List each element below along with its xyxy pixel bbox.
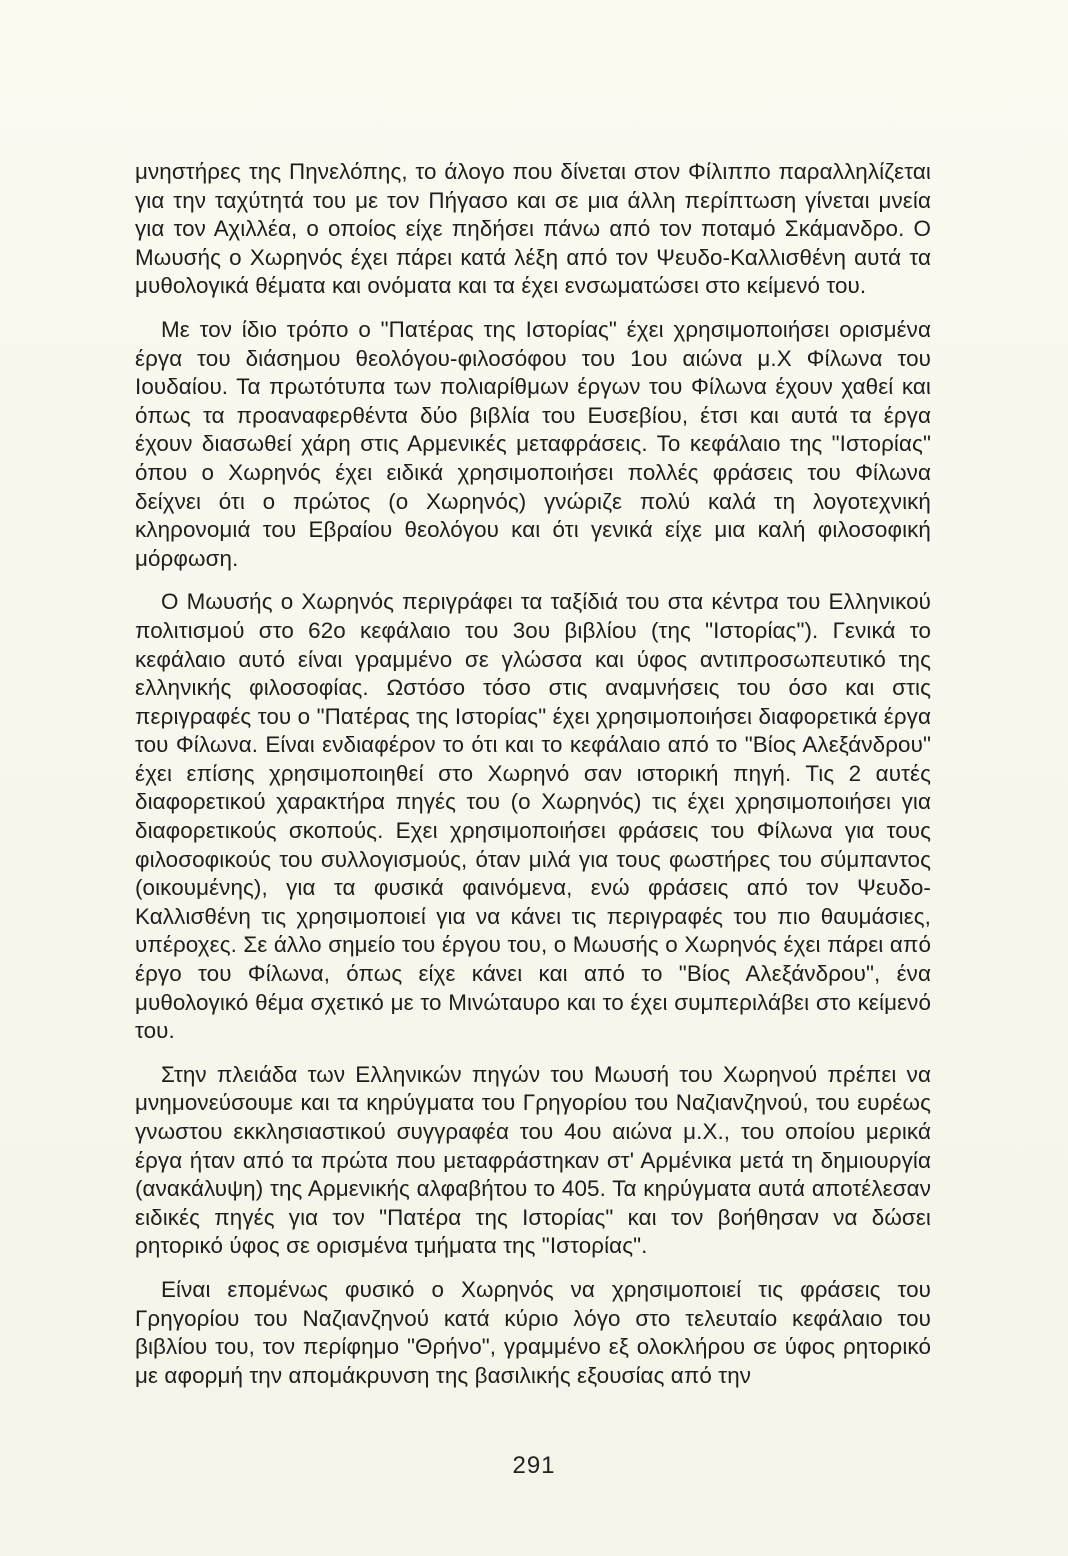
- paragraph-travels: Ο Μωυσής ο Χωρηνός περιγράφει τα ταξίδιά του στα κέντρα του Ελληνικού πολιτισμού στο 62ο κεφάλαιο του 3ου βιβλίου (της "Ιστορίας"). Γενικά το κεφάλαιο αυτό είναι γραμμένο σε γλώσσα και ύφος αντιπροσωπευτικό της ελληνικής φιλοσοφίας. Ωστόσο τόσο στις αναμνήσεις του όσο και στις περιγραφές του ο "Πατέρας της Ιστορίας" έχει χρησιμοποιήσει διαφορετικά έργα του Φίλωνα. Είναι ενδιαφέρον το ότι και το κεφάλαιο από το "Βίος Αλεξάνδρου" έχει επίσης χρησιμοποιηθεί στο Χωρηνό σαν ιστορική πηγή. Τις 2 αυτές διαφορετικού χαρακτήρα πηγές του (ο Χωρηνός) τις έχει χρησιμοποιήσει για διαφορετικούς σκοπούς. Εχει χρησιμοποιήσει φράσεις του Φίλωνα για τους φιλοσοφικούς του συλλογισμούς, όταν μιλά για τους φωστήρες του σύμπαντος (οικουμένης), για τα φυσικά φαινόμενα, ενώ φράσεις από τον Ψευδο-Καλλισθένη τις χρησιμοποιεί για να κάνει τις περιγραφές του πιο θαυμάσιες, υπέροχες. Σε άλλο σημείο του έργου του, ο Μωυσής ο Χωρηνός έχει πάρει από έργο του Φίλωνα, όπως είχε κάνει και από το "Βίος Αλεξάνδρου", ένα μυθολογικό θέμα σχετικό με το Μινώταυρο και το έχει συμπεριλάβει στο κείμενό του.: [135, 589, 931, 1044]
- text-column: [135, 158, 931, 1405]
- paragraph-gregory: Στην πλειάδα των Ελληνικών πηγών του Μωυσή του Χωρηνού πρέπει να μνημονεύσουμε και τα κηρύγματα του Γρηγορίου του Ναζιανζηνού, του ευρέως γνωστου εκκλησιαστικού συγγραφέα του 4ου αιώνα μ.Χ., του οποίου μερικά έργα ήταν από τα πρώτα που μεταφράστηκαν στ' Αρμένικα μετά τη δημιουργία (ανακάλυψη) της Αρμενικής αλφαβήτου το 405. Τα κηρύγματα αυτά αποτέλεσαν ειδικές πηγές για τον "Πατέρα της Ιστορίας" και τον βοήθησαν να δώσει ρητορικό ύφος σε ορισμένα τμήματα της "Ιστορίας".: [135, 1061, 931, 1259]
- paragraph-lament: Είναι επομένως φυσικό ο Χωρηνός να χρησιμοποιεί τις φράσεις του Γρηγορίου του Ναζιανζηνού κατά κύριο λόγο στο τελευταίο κεφάλαιο του βιβλίου του, τον περίφημο "Θρήνο", γραμμένο εξ ολοκλήρου σε ύφος ρητορικό με αφορμή την απομάκρυνση της βασιλικής εξουσίας από την: [135, 1276, 931, 1388]
- page-number: 291: [512, 1452, 556, 1479]
- paragraph-continuation: μνηστήρες της Πηνελόπης, το άλογο που δίνεται στον Φίλιππο παραλληλίζεται για την ταχύτητά του με τον Πήγασο και σε μια άλλη περίπτωση γίνεται μνεία για τον Αχιλλέα, ο οποίος είχε πηδήσει πάνω από τον ποταμό Σκάμανδρο. Ο Μωυσής ο Χωρηνός έχει πάρει κατά λέξη από τον Ψευδο-Καλλισθένη αυτά τα μυθολογικά θέματα και ονόματα και τα έχει ενσωματώσει στο κείμενό του.: [135, 159, 931, 299]
- paragraph-philo: Με τον ίδιο τρόπο ο "Πατέρας της Ιστορίας" έχει χρησιμοποιήσει ορισμένα έργα του διάσημου θεολόγου-φιλοσόφου του 1ου αιώνα μ.Χ Φίλωνα του Ιουδαίου. Τα πρωτότυπα των πολιαρίθμων έργων του Φίλωνα έχουν χαθεί και όπως τα προαναφερθέντα δύο βιβλία του Ευσεβίου, έτσι και αυτά τα έργα έχουν διασωθεί χάρη στις Αρμενικές μεταφράσεις. Το κεφάλαιο της "Ιστορίας" όπου ο Χωρηνός έχει ειδικά χρησιμοποιήσει πολλές φράσεις του Φίλωνα δείχνει ότι ο πρώτος (ο Χωρηνός) γνώριζε πολύ καλά τη λογοτεχνική κληρονομιά του Εβραίου θεολόγου και ότι γενικά είχε μια καλή φιλοσοφική μόρφωση.: [135, 316, 931, 571]
